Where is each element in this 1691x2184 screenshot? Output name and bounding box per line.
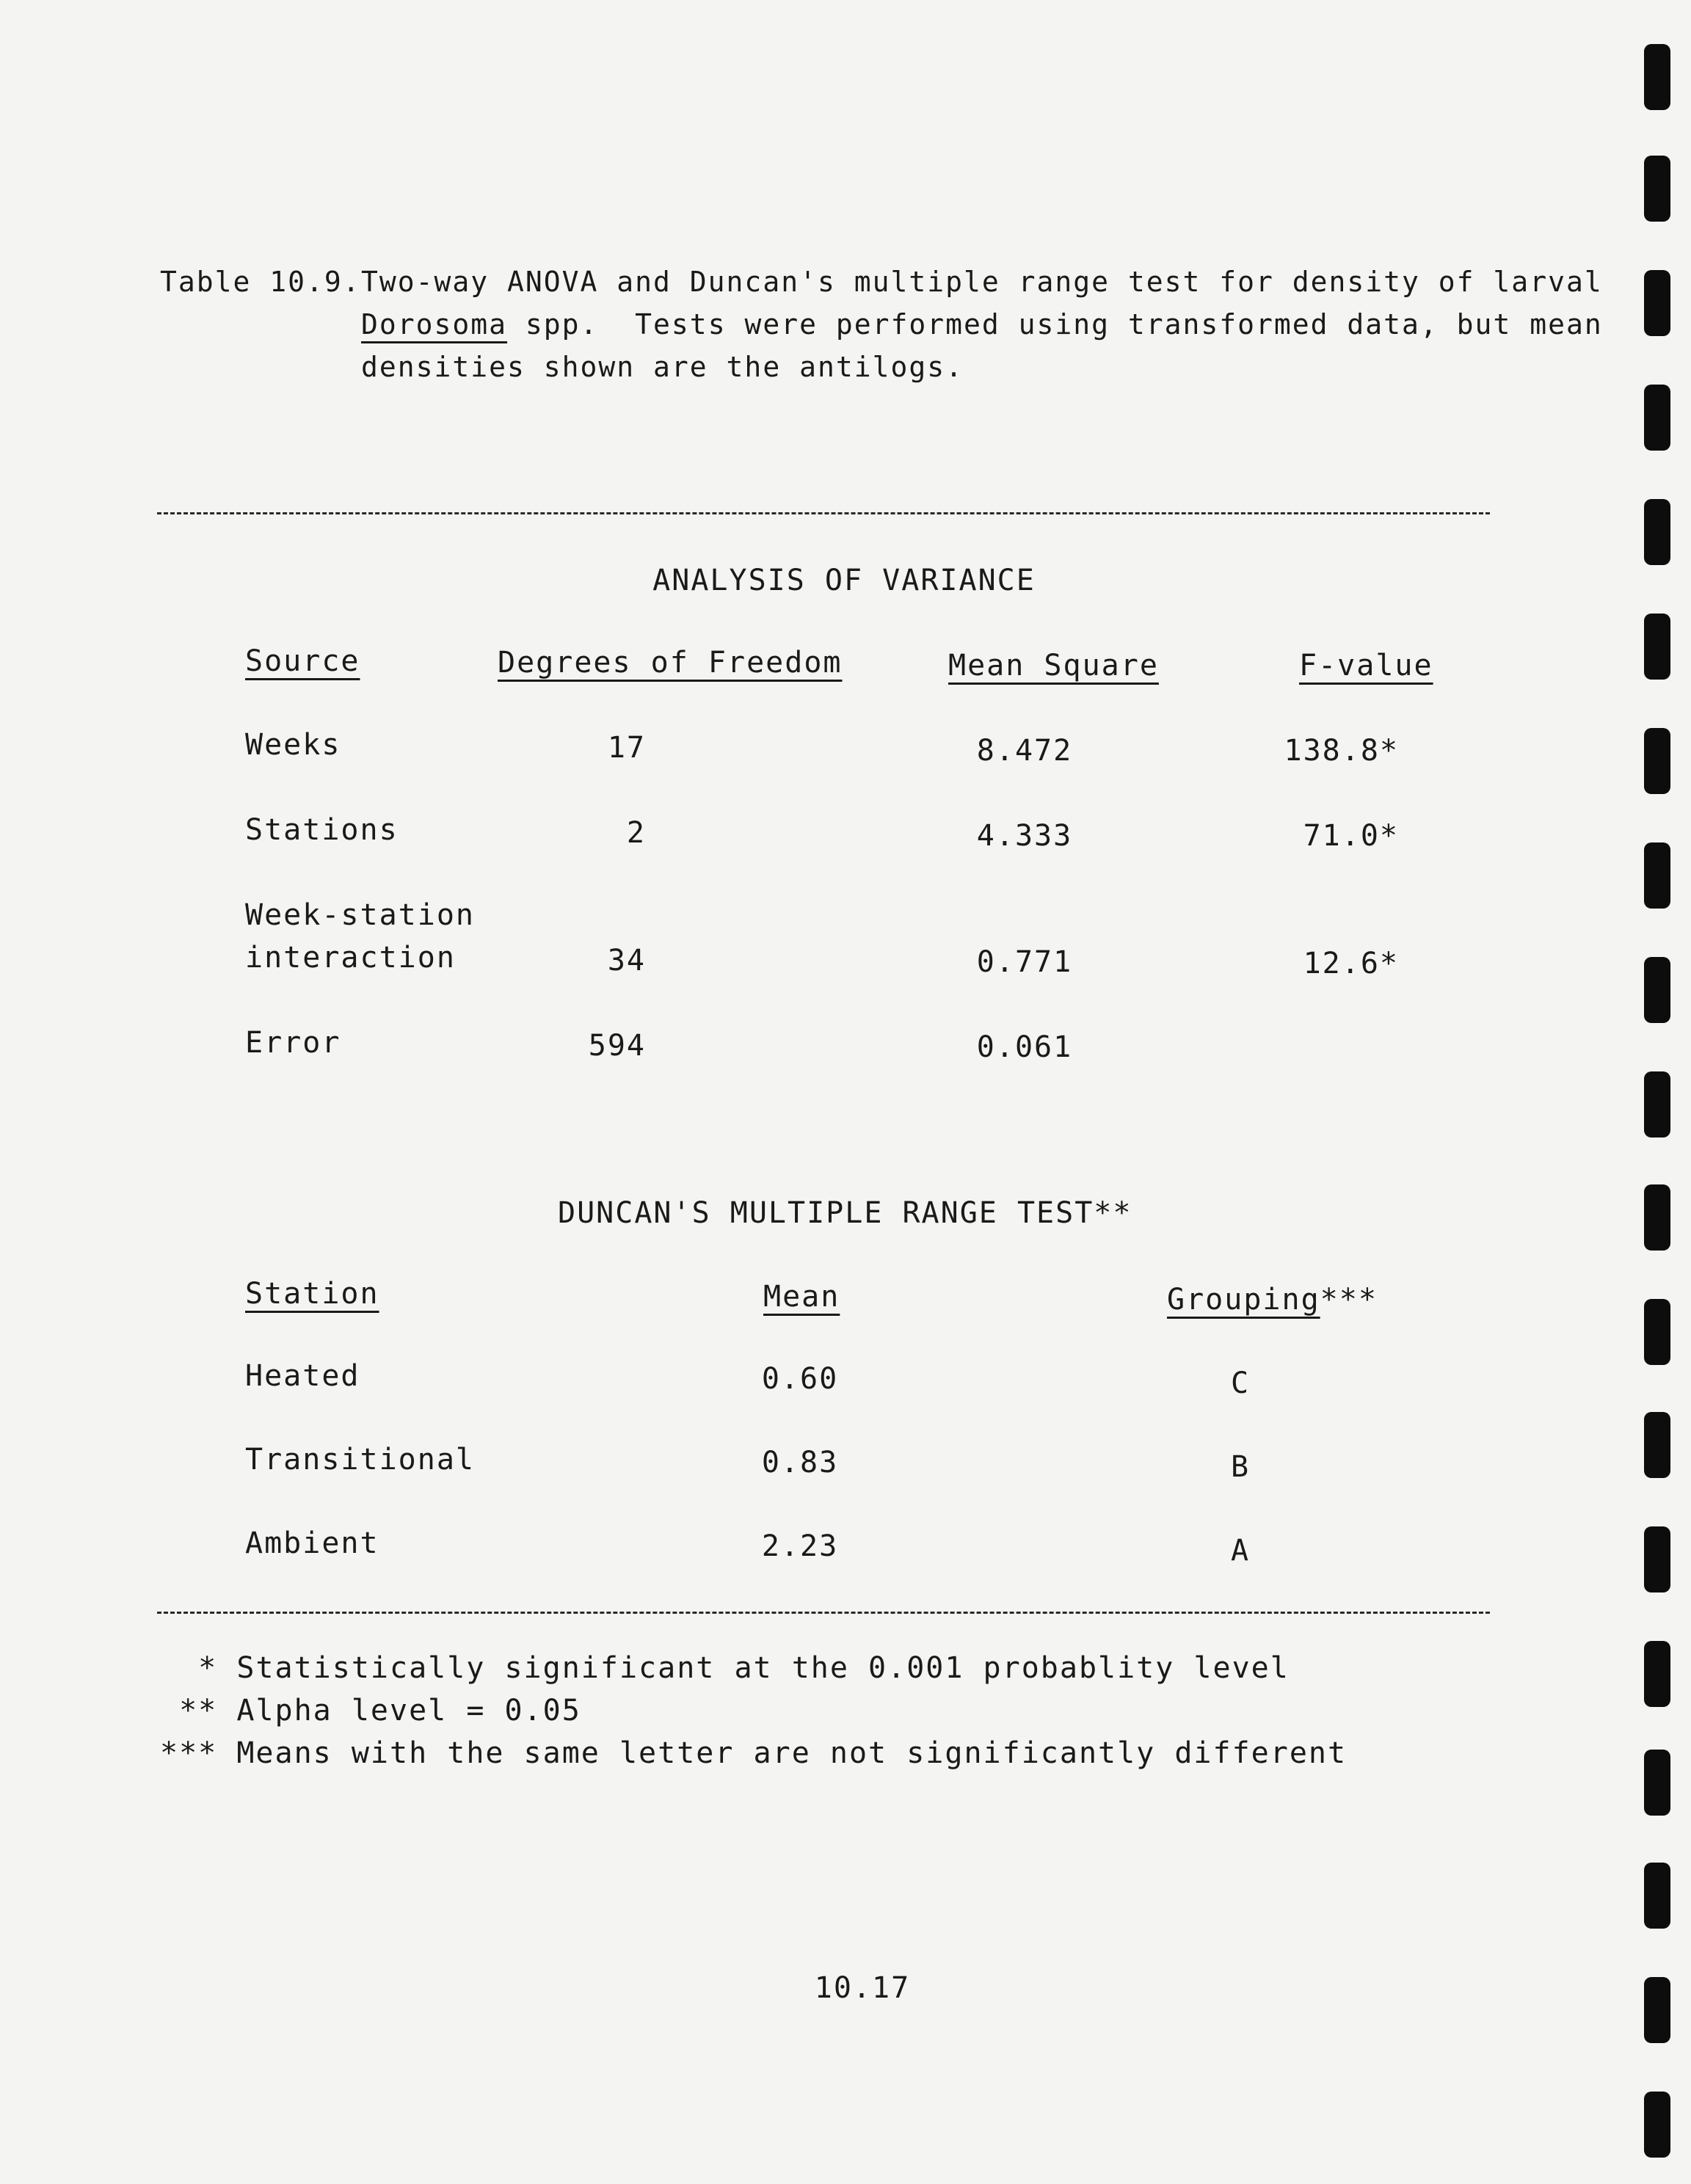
row-ms: 4.333	[976, 819, 1073, 853]
col-header-source: Source	[245, 644, 360, 678]
punch-hole	[1644, 957, 1670, 1023]
punch-hole	[1644, 270, 1670, 336]
row-f: 71.0*	[1303, 819, 1399, 853]
punch-hole	[1644, 1184, 1670, 1251]
punch-hole	[1644, 1071, 1670, 1138]
row-group: A	[1230, 1534, 1251, 1568]
anova-title: ANALYSIS OF VARIANCE	[652, 564, 1036, 597]
row-source: Error	[245, 1026, 341, 1060]
footnote: ** Alpha level = 0.05	[160, 1694, 581, 1728]
col-header-mean: Mean	[763, 1280, 840, 1314]
row-ms: 8.472	[976, 734, 1073, 768]
row-station: Transitional	[245, 1443, 475, 1477]
punch-hole	[1644, 385, 1670, 451]
row-mean: 0.83	[761, 1446, 839, 1479]
punch-hole	[1644, 1977, 1670, 2043]
row-mean: 0.60	[761, 1362, 839, 1396]
row-df: 17	[607, 731, 646, 765]
punch-hole	[1644, 1750, 1670, 1816]
punch-hole	[1644, 2092, 1670, 2158]
col-header-ms: Mean Square	[948, 649, 1159, 682]
punch-hole	[1644, 44, 1670, 110]
row-df: 594	[588, 1029, 646, 1063]
row-f: 12.6*	[1303, 947, 1399, 980]
caption-line-2: Dorosoma spp. Tests were performed using transformed data, but mean	[361, 308, 1603, 341]
row-mean: 2.23	[761, 1529, 839, 1563]
caption-line-3: densities shown are the antilogs.	[361, 351, 964, 383]
row-df: 2	[626, 816, 646, 850]
bottom-rule	[157, 1612, 1490, 1614]
footnote: * Statistically significant at the 0.001 probablity level	[160, 1651, 1290, 1685]
punch-hole	[1644, 156, 1670, 222]
caption-genus: Dorosoma	[361, 308, 508, 341]
page-number: 10.17	[814, 1971, 911, 2005]
col-header-station: Station	[245, 1277, 379, 1311]
row-ms: 0.771	[976, 945, 1073, 979]
punch-hole	[1644, 728, 1670, 794]
punch-hole	[1644, 1412, 1670, 1478]
row-station: Heated	[245, 1359, 360, 1393]
col-header-f: F-value	[1299, 649, 1433, 682]
row-group: B	[1230, 1450, 1251, 1484]
caption-label: Table 10.9.	[160, 266, 361, 298]
row-station: Ambient	[245, 1526, 379, 1560]
row-ms: 0.061	[976, 1030, 1073, 1064]
top-rule	[157, 512, 1490, 514]
row-source: Stations	[245, 813, 399, 847]
row-source: Week-station	[245, 898, 475, 932]
col-header-df: Degrees of Freedom	[498, 646, 843, 680]
punch-hole	[1644, 1641, 1670, 1707]
duncan-title: DUNCAN'S MULTIPLE RANGE TEST**	[558, 1196, 1132, 1230]
punch-hole	[1644, 499, 1670, 565]
row-f: 138.8*	[1284, 734, 1399, 768]
row-source-line2: interaction	[245, 941, 456, 975]
col-header-grouping: Grouping***	[1167, 1283, 1378, 1317]
row-df: 34	[607, 944, 646, 978]
punch-hole	[1644, 1526, 1670, 1592]
row-group: C	[1230, 1366, 1251, 1400]
caption-line-1: Two-way ANOVA and Duncan's multiple range test for density of larval	[361, 266, 1603, 298]
punch-hole	[1644, 1299, 1670, 1365]
punch-hole	[1644, 1863, 1670, 1929]
punch-hole	[1644, 842, 1670, 909]
footnote: *** Means with the same letter are not significantly different	[160, 1736, 1348, 1770]
row-source: Weeks	[245, 728, 341, 762]
punch-hole	[1644, 614, 1670, 680]
